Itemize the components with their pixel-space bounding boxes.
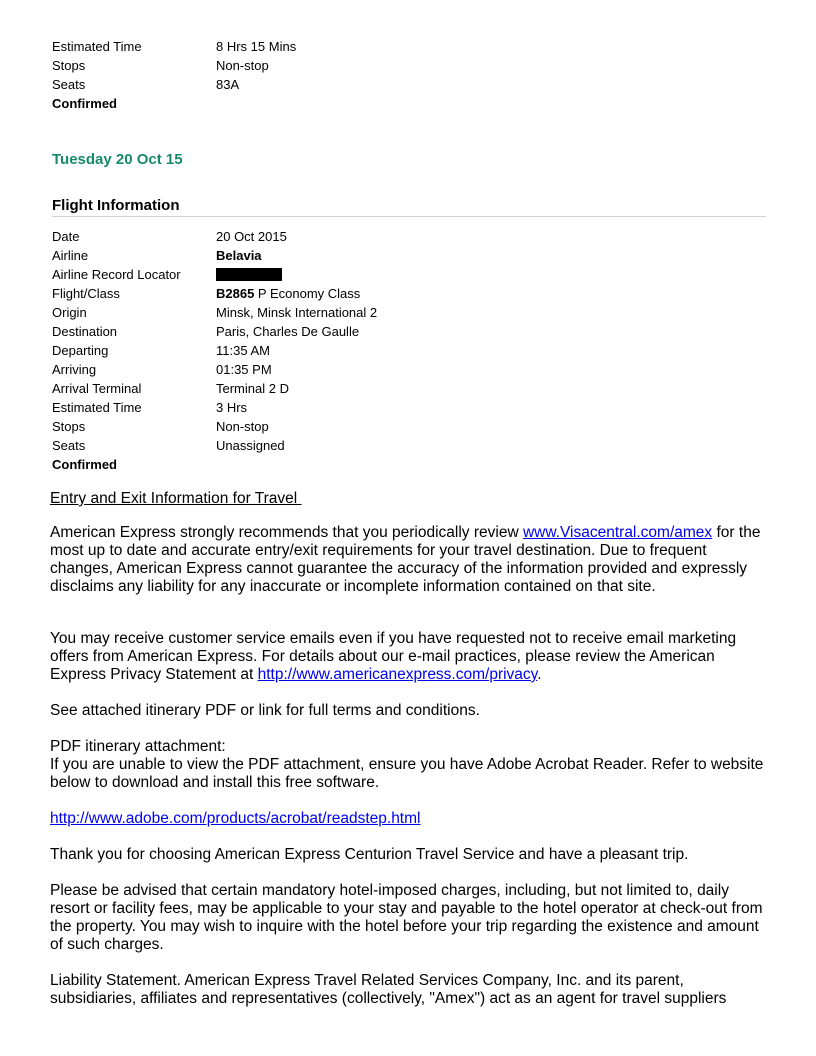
detail-row: [52, 322, 377, 341]
detail-label: Origin: [52, 305, 87, 320]
adobe-link[interactable]: http://www.adobe.com/products/acrobat/readstep.html: [50, 810, 421, 827]
detail-label: Estimated Time: [52, 400, 142, 415]
arrival-terminal: Terminal 2 D: [216, 381, 289, 396]
hotel-charges-paragraph: [50, 882, 770, 954]
flight-details: [52, 227, 377, 474]
record-locator: [216, 265, 282, 284]
detail-label: Arriving: [52, 362, 97, 377]
entry-exit-heading: [50, 490, 770, 508]
seats: Unassigned: [216, 438, 285, 453]
flight-class: [216, 284, 360, 303]
detail-row: [52, 379, 377, 398]
estimated-time: 3 Hrs: [216, 400, 248, 415]
detail-label: Stops: [52, 419, 86, 434]
redaction-block: [216, 268, 282, 281]
liability-text: Liability Statement. American Express Travel Related Services Company, Inc. and its parent, subsidiaries, affiliates and representatives (collectively, "Amex") act as an agent for travel suppliers: [50, 972, 727, 1007]
liability-paragraph: [50, 972, 770, 1008]
detail-row: [52, 246, 377, 265]
detail-row: [52, 75, 296, 94]
detail-label: Departing: [52, 343, 109, 358]
origin: Minsk, Minsk International 2: [216, 305, 378, 320]
previous-segment-details: [52, 37, 296, 113]
adobe-link-paragraph: [50, 810, 770, 828]
cabin-class: P Economy Class: [254, 286, 361, 301]
pdf-paragraph: [50, 738, 770, 792]
entry-text-1: American Express strongly recommends that you periodically review: [50, 524, 523, 541]
detail-value: Non-stop: [216, 58, 269, 73]
detail-row: [52, 341, 377, 360]
detail-row: [52, 284, 377, 303]
detail-label: Arrival Terminal: [52, 381, 142, 396]
email-text-2: .: [537, 666, 542, 683]
detail-row: [52, 398, 377, 417]
flight-date: 20 Oct 2015: [216, 229, 287, 244]
detail-label: Seats: [52, 438, 86, 453]
detail-label: Destination: [52, 324, 118, 339]
detail-row: [52, 303, 377, 322]
hotel-text: Please be advised that certain mandatory hotel-imposed charges, including, but not limited to, daily resort or facility fees, may be applicable to your stay and payable to the hotel operator at check-out from the property. You may wish to inquire with the hotel before your trip regarding the existence and amount of such charges.: [50, 882, 763, 953]
detail-row: [52, 227, 377, 246]
arriving-time: 01:35 PM: [216, 362, 272, 377]
detail-value: 83A: [216, 77, 240, 92]
detail-label: Estimated Time: [52, 39, 142, 54]
detail-value: 8 Hrs 15 Mins: [216, 39, 297, 54]
detail-row: [52, 265, 377, 284]
stops: Non-stop: [216, 419, 269, 434]
detail-label: Airline: [52, 248, 89, 263]
thanks-text: Thank you for choosing American Express Centurion Travel Service and have a pleasant trip.: [50, 846, 689, 863]
detail-label: Airline Record Locator: [52, 267, 181, 282]
flight-number: B2865: [216, 286, 255, 301]
pdf-text: If you are unable to view the PDF attachment, ensure you have Adobe Acrobat Reader. Refer to website below to download and install this free software.: [50, 756, 764, 791]
detail-label: Flight/Class: [52, 286, 120, 301]
pdf-heading: PDF itinerary attachment:: [50, 738, 226, 755]
visacentral-link[interactable]: www.Visacentral.com/amex: [522, 524, 713, 541]
detail-row: [52, 436, 377, 455]
entry-exit-paragraph: [50, 524, 770, 596]
attached-paragraph: [50, 702, 770, 720]
entry-exit-heading-text: Entry and Exit Information for Travel: [50, 490, 302, 507]
detail-row: [52, 360, 377, 379]
destination: Paris, Charles De Gaulle: [216, 324, 360, 339]
booking-status: Confirmed: [52, 457, 117, 472]
attached-text: See attached itinerary PDF or link for full terms and conditions.: [50, 702, 480, 719]
booking-status: Confirmed: [52, 96, 117, 111]
email-paragraph: [50, 630, 770, 684]
detail-label: Stops: [52, 58, 86, 73]
entry-text-2: for the most up to date and accurate entry/exit requirements for your travel destination. Due to frequent changes, American Express cannot guarantee the accuracy of the information provided and expressly disclaims any liability for any inaccurate or incomplete information contained on that site.: [50, 524, 761, 595]
flight-information-title: Flight Information: [52, 197, 766, 217]
detail-row: [52, 37, 296, 56]
detail-row: [52, 417, 377, 436]
day-heading: Tuesday 20 Oct 15: [52, 151, 183, 168]
detail-row: [52, 56, 296, 75]
privacy-link[interactable]: http://www.americanexpress.com/privacy: [257, 666, 538, 683]
detail-label: Seats: [52, 77, 86, 92]
email-text-1: You may receive customer service emails even if you have requested not to receive email marketing offers from American Express. For details about our e-mail practices, please review the American Express Privacy Statement at: [50, 630, 737, 683]
detail-label: Date: [52, 229, 80, 244]
airline-name: Belavia: [216, 248, 262, 263]
departing-time: 11:35 AM: [216, 343, 270, 358]
thanks-paragraph: [50, 846, 770, 864]
